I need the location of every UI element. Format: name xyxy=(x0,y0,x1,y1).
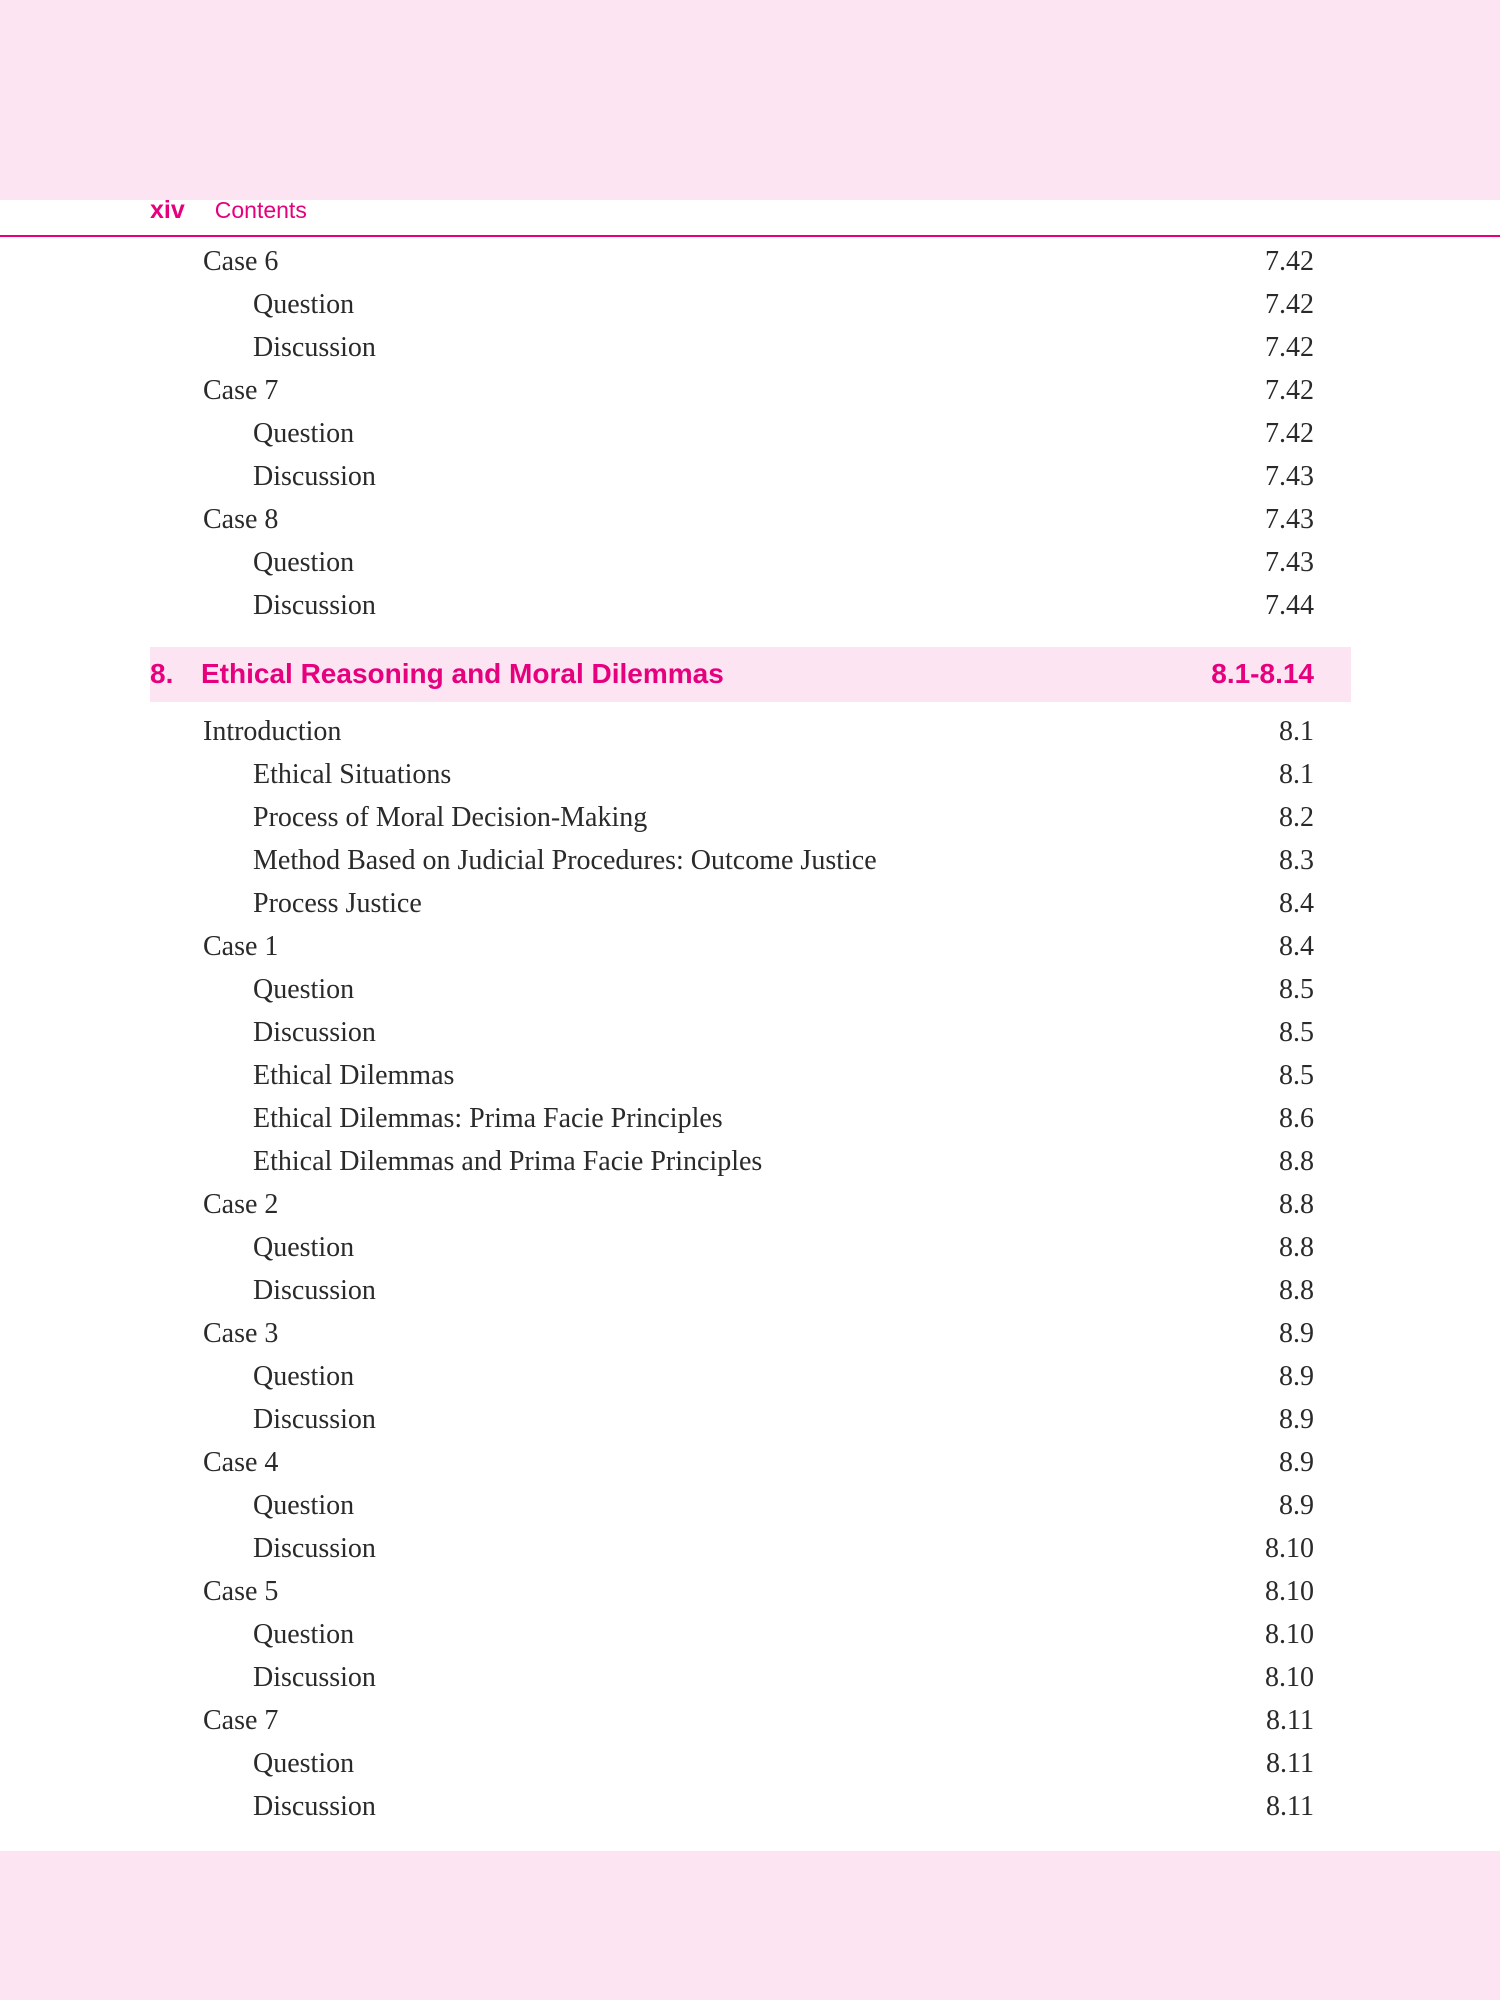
toc-entry[interactable] xyxy=(0,1312,1500,1355)
toc-entry[interactable] xyxy=(0,753,1500,796)
toc-entry-title: Question xyxy=(253,418,355,449)
toc-entry-page: 7.42 xyxy=(1265,246,1314,277)
toc-entry-page: 7.42 xyxy=(1265,332,1314,363)
toc-entry-page: 8.2 xyxy=(1279,802,1314,833)
toc-entry-title: Discussion xyxy=(253,1791,376,1822)
toc-entry[interactable] xyxy=(0,541,1500,584)
toc-entry-title: Question xyxy=(253,974,355,1005)
toc-entry-title: Ethical Situations xyxy=(253,759,452,790)
toc-entry[interactable] xyxy=(0,1054,1500,1097)
bottom-margin-band xyxy=(0,1851,1500,2000)
chapter-title: Ethical Reasoning and Moral Dilemmas xyxy=(201,658,724,689)
toc-entry-title: Case 3 xyxy=(203,1318,279,1349)
toc-entry-title: Discussion xyxy=(253,1533,376,1564)
toc-entry-title: Case 1 xyxy=(203,931,279,962)
toc-entry-title: Ethical Dilemmas xyxy=(253,1060,455,1091)
toc-entry[interactable] xyxy=(0,1097,1500,1140)
toc-entry-page: 8.11 xyxy=(1266,1748,1314,1779)
toc-entry-page: 7.42 xyxy=(1265,418,1314,449)
toc-entry-title: Discussion xyxy=(253,590,376,621)
toc-entry[interactable] xyxy=(0,710,1500,753)
running-head xyxy=(150,196,307,230)
toc-entries-chapter-7 xyxy=(0,240,1500,627)
toc-entry[interactable] xyxy=(0,326,1500,369)
toc-entry-page: 8.8 xyxy=(1279,1189,1314,1220)
toc-entry[interactable] xyxy=(0,1570,1500,1613)
toc-entry-title: Process Justice xyxy=(253,888,422,919)
toc-entry-page: 7.44 xyxy=(1265,590,1314,621)
toc-entry[interactable] xyxy=(0,839,1500,882)
toc-entry-title: Question xyxy=(253,1490,355,1521)
toc-entry-page: 8.10 xyxy=(1265,1576,1314,1607)
toc-entry-title: Ethical Dilemmas and Prima Facie Principles xyxy=(253,1146,763,1177)
toc-entry[interactable] xyxy=(0,796,1500,839)
toc-entry-title: Case 4 xyxy=(203,1447,279,1478)
toc-entry-page: 8.8 xyxy=(1279,1232,1314,1263)
toc-entry[interactable] xyxy=(0,412,1500,455)
toc-entry[interactable] xyxy=(0,1226,1500,1269)
toc-entry-title: Discussion xyxy=(253,1275,376,1306)
chapter-heading[interactable] xyxy=(150,647,1351,702)
toc-entries-chapter-8 xyxy=(0,710,1500,1828)
toc-entry[interactable] xyxy=(0,968,1500,1011)
toc-entry-title: Method Based on Judicial Procedures: Outcome Justice xyxy=(253,845,877,876)
toc-entry-page: 7.43 xyxy=(1265,547,1314,578)
toc-entry-page: 8.9 xyxy=(1279,1318,1314,1349)
toc-entry[interactable] xyxy=(0,498,1500,541)
toc-entry-title: Discussion xyxy=(253,1017,376,1048)
toc-entry-page: 8.9 xyxy=(1279,1361,1314,1392)
toc-entry-title: Question xyxy=(253,1232,355,1263)
toc-entry-title: Introduction xyxy=(203,716,342,747)
toc-entry-title: Process of Moral Decision-Making xyxy=(253,802,648,833)
toc-entry-page: 8.11 xyxy=(1266,1705,1314,1736)
toc-entry[interactable] xyxy=(0,1613,1500,1656)
toc-entry-page: 8.11 xyxy=(1266,1791,1314,1822)
toc-entry-title: Case 6 xyxy=(203,246,279,277)
toc-entry-page: 8.5 xyxy=(1279,1060,1314,1091)
toc-entry-title: Ethical Dilemmas: Prima Facie Principles xyxy=(253,1103,723,1134)
toc-entry[interactable] xyxy=(0,369,1500,412)
toc-entry[interactable] xyxy=(0,1785,1500,1828)
toc-entry-page: 8.1 xyxy=(1279,759,1314,790)
toc-entry-title: Case 7 xyxy=(203,375,279,406)
toc-entry-page: 7.43 xyxy=(1265,504,1314,535)
toc-entry[interactable] xyxy=(0,240,1500,283)
toc-entry[interactable] xyxy=(0,1011,1500,1054)
toc-entry-page: 8.5 xyxy=(1279,974,1314,1005)
toc-entry[interactable] xyxy=(0,1441,1500,1484)
toc-entry-page: 7.43 xyxy=(1265,461,1314,492)
toc-entry-title: Discussion xyxy=(253,1662,376,1693)
toc-entry-page: 8.10 xyxy=(1265,1619,1314,1650)
toc-entry-page: 8.9 xyxy=(1279,1404,1314,1435)
toc-entry-page: 7.42 xyxy=(1265,289,1314,320)
toc-entry[interactable] xyxy=(0,1398,1500,1441)
toc-entry[interactable] xyxy=(0,1699,1500,1742)
toc-entry[interactable] xyxy=(0,925,1500,968)
toc-entry-page: 8.8 xyxy=(1279,1146,1314,1177)
toc-entry-title: Case 5 xyxy=(203,1576,279,1607)
toc-entry-page: 8.3 xyxy=(1279,845,1314,876)
toc-entry-title: Discussion xyxy=(253,461,376,492)
toc-entry[interactable] xyxy=(0,455,1500,498)
toc-entry-page: 8.4 xyxy=(1279,931,1314,962)
toc-entry[interactable] xyxy=(0,584,1500,627)
toc-entry-page: 7.42 xyxy=(1265,375,1314,406)
header-rule xyxy=(0,235,1500,237)
toc-entry-title: Discussion xyxy=(253,1404,376,1435)
toc-entry-page: 8.10 xyxy=(1265,1533,1314,1564)
toc-entry-page: 8.6 xyxy=(1279,1103,1314,1134)
toc-entry-title: Case 8 xyxy=(203,504,279,535)
toc-entry-title: Question xyxy=(253,1748,355,1779)
toc-entry[interactable] xyxy=(0,1355,1500,1398)
toc-entry-title: Question xyxy=(253,289,355,320)
toc-entry[interactable] xyxy=(0,882,1500,925)
toc-entry-title: Question xyxy=(253,1619,355,1650)
toc-entry[interactable] xyxy=(0,1656,1500,1699)
chapter-number: 8. xyxy=(150,658,174,689)
section-name: Contents xyxy=(214,197,307,223)
toc-entry-page: 8.9 xyxy=(1279,1490,1314,1521)
toc-entry[interactable] xyxy=(0,1484,1500,1527)
toc-entry[interactable] xyxy=(0,1269,1500,1312)
toc-entry[interactable] xyxy=(0,1527,1500,1570)
toc-entry-title: Question xyxy=(253,1361,355,1392)
toc-entry-title: Question xyxy=(253,547,355,578)
toc-entry-page: 8.4 xyxy=(1279,888,1314,919)
toc-entry[interactable] xyxy=(0,283,1500,326)
toc-entry[interactable] xyxy=(0,1742,1500,1785)
chapter-page-range: 8.1-8.14 xyxy=(1211,658,1314,689)
toc-entry[interactable] xyxy=(0,1140,1500,1183)
top-margin-band xyxy=(0,0,1500,200)
toc-entry[interactable] xyxy=(0,1183,1500,1226)
toc-entry-page: 8.9 xyxy=(1279,1447,1314,1478)
toc-entry-page: 8.8 xyxy=(1279,1275,1314,1306)
page-number: xiv xyxy=(150,196,185,224)
toc-entry-page: 8.10 xyxy=(1265,1662,1314,1693)
toc-entry-title: Case 2 xyxy=(203,1189,279,1220)
toc-entry-title: Case 7 xyxy=(203,1705,279,1736)
toc-entry-page: 8.1 xyxy=(1279,716,1314,747)
toc-entry-page: 8.5 xyxy=(1279,1017,1314,1048)
toc-entry-title: Discussion xyxy=(253,332,376,363)
